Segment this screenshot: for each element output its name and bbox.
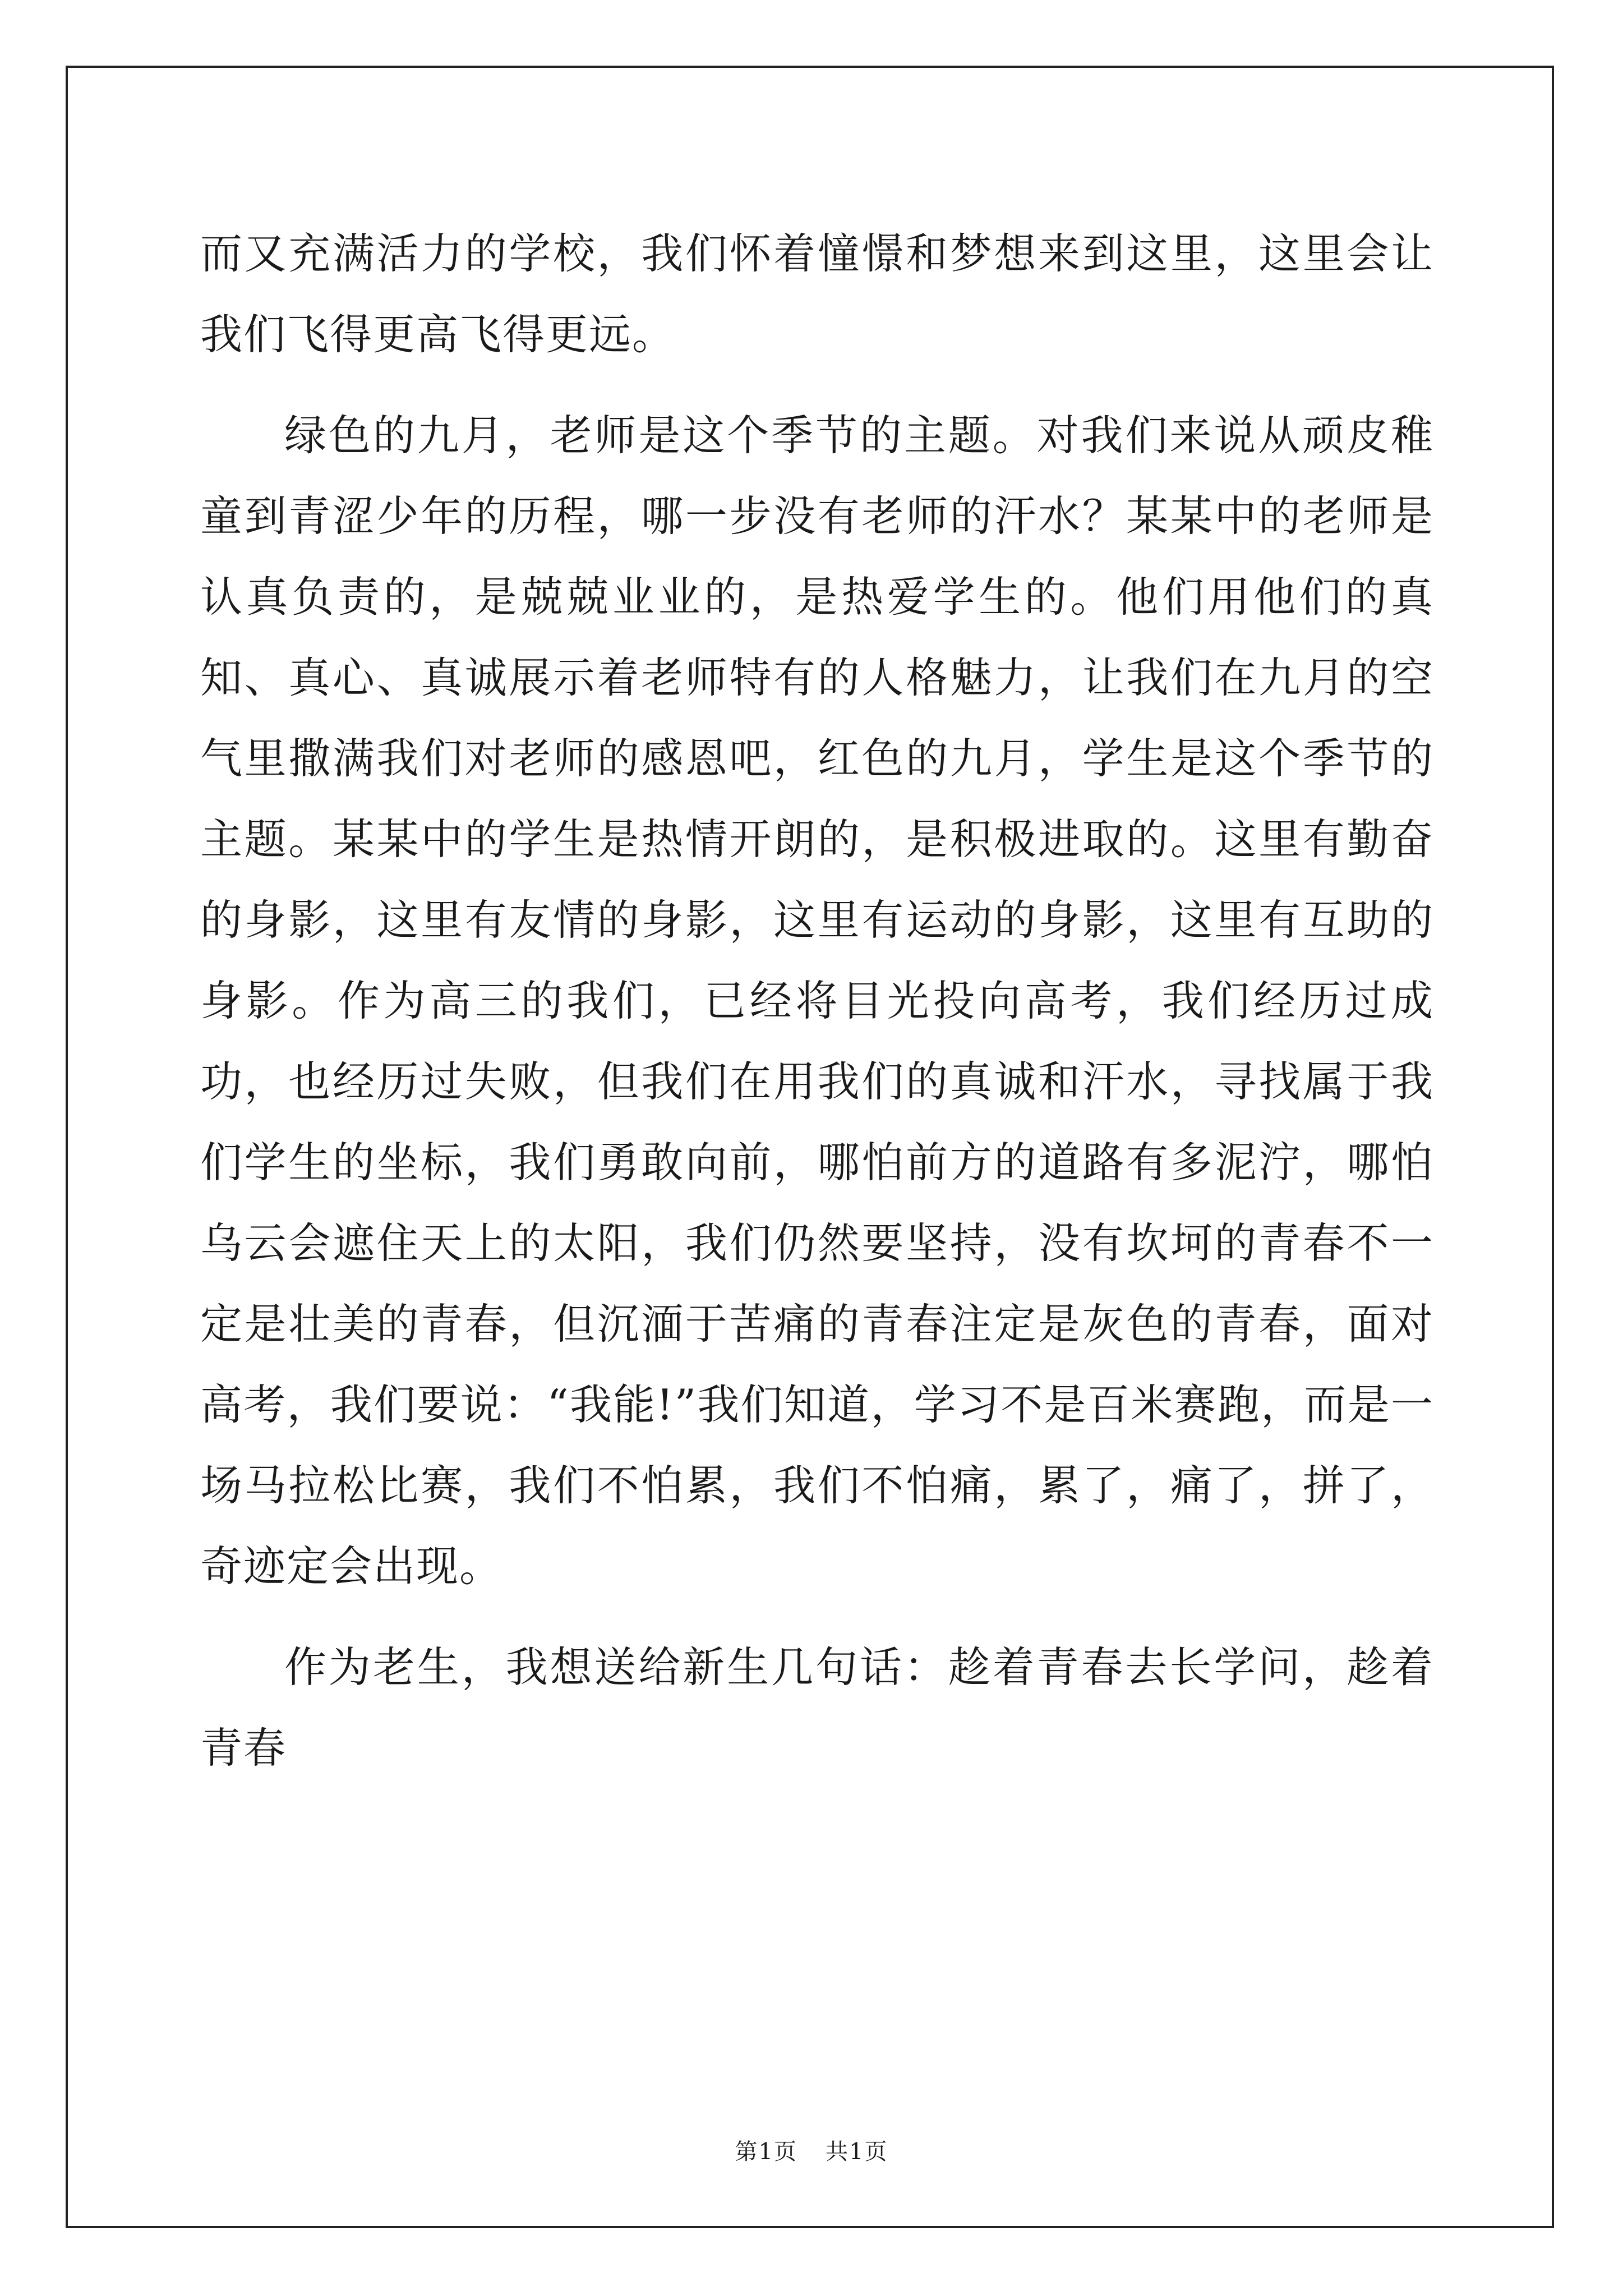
document-body xyxy=(200,213,1434,1788)
page-footer xyxy=(0,2134,1623,2166)
page-number-total: 共1页 xyxy=(826,2139,888,2165)
paragraph-1: 而又充满活力的学校，我们怀着憧憬和梦想来到这里，这里会让我们飞得更高飞得更远。 xyxy=(200,229,1434,359)
page-number-current: 第1页 xyxy=(735,2139,797,2165)
paragraph-3: 作为老生，我想送给新生几句话：趁着青春去长学问，趁着青春 xyxy=(200,1642,1434,1773)
paragraph-2: 绿色的九月，老师是这个季节的主题。对我们来说从顽皮稚童到青涩少年的历程，哪一步没有老师的汗水？某某中的老师是认真负责的，是兢兢业业的，是热爱学生的。他们用他们的真知、真心、真诚展示着老师特有的人格魅力，让我们在九月的空气里撒满我们对老师的感恩吧，红色的九月，学生是这个季节的主题。某某中的学生是热情开朗的，是积极进取的。这里有勤奋的身影，这里有友情的身影，这里有运动的身影，这里有互助的身影。作为高三的我们，已经将目光投向高考，我们经历过成功，也经历过失败，但我们在用我们的真诚和汗水，寻找属于我们学生的坐标，我们勇敢向前，哪怕前方的道路有多泥泞，哪怕乌云会遮住天上的太阳，我们仍然要坚持，没有坎坷的青春不一定是壮美的青春，但沉湎于苦痛的青春注定是灰色的青春，面对高考，我们要说：“我能!”我们知道，学习不是百米赛跑，而是一场马拉松比赛，我们不怕累，我们不怕痛，累了，痛了，拼了，奇迹定会出现。 xyxy=(200,411,1434,1591)
